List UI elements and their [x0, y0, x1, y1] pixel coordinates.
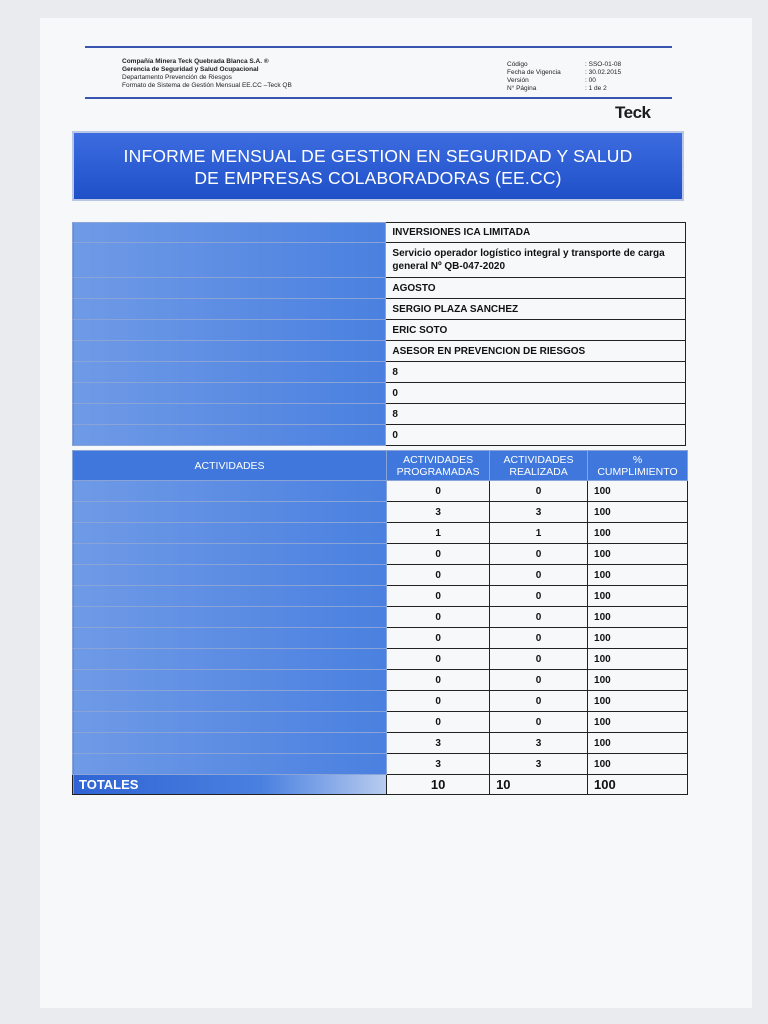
- info-value: ERIC SOTO: [386, 320, 686, 341]
- info-row: [73, 299, 686, 320]
- report-title: [74, 145, 682, 189]
- company-info-table: [72, 222, 686, 446]
- activity-label: [73, 712, 387, 733]
- activity-programadas: 0: [387, 544, 490, 565]
- activity-cumplimiento: 100: [588, 628, 688, 649]
- activity-label: [73, 649, 387, 670]
- activity-programadas: 0: [387, 670, 490, 691]
- activity-cumplimiento: 100: [588, 712, 688, 733]
- activity-programadas: 0: [387, 712, 490, 733]
- activity-cumplimiento: 100: [588, 481, 688, 502]
- activity-row: [73, 607, 688, 628]
- activity-realizada: 0: [490, 649, 588, 670]
- activity-cumplimiento: 100: [588, 502, 688, 523]
- report-title-line-2: DE EMPRESAS COLABORADORAS (EE.CC): [194, 168, 562, 188]
- meta-key: Código: [507, 61, 528, 68]
- meta-key: Fecha de Vigencia: [507, 69, 561, 76]
- document-meta: [507, 61, 621, 93]
- activity-programadas: 0: [387, 565, 490, 586]
- info-value: 8: [386, 362, 686, 383]
- activity-realizada: 3: [490, 502, 588, 523]
- activity-label: [73, 586, 387, 607]
- activity-realizada: 0: [490, 481, 588, 502]
- activity-realizada: 0: [490, 544, 588, 565]
- activity-row: [73, 649, 688, 670]
- info-label: [73, 299, 386, 320]
- activity-row: [73, 628, 688, 649]
- activities-header-row: [73, 451, 688, 481]
- info-row: [73, 243, 686, 278]
- meta-value: : 1 de 2: [585, 85, 607, 92]
- activity-label: [73, 544, 387, 565]
- activity-realizada: 0: [490, 712, 588, 733]
- management-name: Gerencia de Seguridad y Salud Ocupacional: [122, 66, 259, 73]
- info-row: [73, 341, 686, 362]
- totals-label: TOTALES: [73, 775, 387, 795]
- activity-label: [73, 754, 387, 775]
- activity-realizada: 0: [490, 628, 588, 649]
- info-value: INVERSIONES ICA LIMITADA: [386, 223, 686, 243]
- activity-realizada: 3: [490, 733, 588, 754]
- activity-realizada: 0: [490, 607, 588, 628]
- info-value: Servicio operador logístico integral y transporte de carga general Nº QB-047-2020: [386, 243, 686, 278]
- activity-programadas: 3: [387, 733, 490, 754]
- activity-programadas: 0: [387, 691, 490, 712]
- activity-cumplimiento: 100: [588, 649, 688, 670]
- col-header-cumplimiento: % CUMPLIMIENTO: [588, 451, 688, 481]
- col-header-realizada: ACTIVIDADES REALIZADA: [490, 451, 588, 481]
- company-name: Compañía Minera Teck Quebrada Blanca S.A. ®: [122, 58, 269, 65]
- header-rule-bottom: [85, 97, 672, 99]
- activity-realizada: 0: [490, 691, 588, 712]
- info-label: [73, 223, 386, 243]
- activity-label: [73, 481, 387, 502]
- activity-cumplimiento: 100: [588, 565, 688, 586]
- activity-row: [73, 670, 688, 691]
- report-title-banner: [72, 131, 684, 201]
- info-value: 0: [386, 383, 686, 404]
- activity-label: [73, 733, 387, 754]
- activity-cumplimiento: 100: [588, 523, 688, 544]
- activity-cumplimiento: 100: [588, 691, 688, 712]
- activity-label: [73, 523, 387, 544]
- totals-programadas: 10: [387, 775, 490, 795]
- info-label: [73, 404, 386, 425]
- info-value: SERGIO PLAZA SANCHEZ: [386, 299, 686, 320]
- activity-row: [73, 691, 688, 712]
- info-row: [73, 425, 686, 446]
- info-value: ASESOR EN PREVENCION DE RIESGOS: [386, 341, 686, 362]
- department-name: Departamento Prevención de Riesgos: [122, 74, 232, 81]
- activity-programadas: 3: [387, 754, 490, 775]
- info-value: 8: [386, 404, 686, 425]
- header-rule-top: [85, 46, 672, 48]
- activity-programadas: 1: [387, 523, 490, 544]
- activity-row: [73, 754, 688, 775]
- info-value: 0: [386, 425, 686, 446]
- activity-label: [73, 691, 387, 712]
- activities-table: [72, 450, 688, 795]
- info-value: AGOSTO: [386, 278, 686, 299]
- activity-programadas: 0: [387, 586, 490, 607]
- activity-cumplimiento: 100: [588, 544, 688, 565]
- activity-programadas: 0: [387, 481, 490, 502]
- activity-row: [73, 733, 688, 754]
- activity-row: [73, 502, 688, 523]
- activity-realizada: 0: [490, 670, 588, 691]
- activity-cumplimiento: 100: [588, 670, 688, 691]
- info-row: [73, 320, 686, 341]
- col-header-programadas: ACTIVIDADES PROGRAMADAS: [387, 451, 490, 481]
- activity-row: [73, 481, 688, 502]
- company-header: [122, 58, 292, 90]
- meta-value: : SSO-01-08: [585, 61, 622, 68]
- info-row: [73, 383, 686, 404]
- activity-row: [73, 712, 688, 733]
- activity-row: [73, 586, 688, 607]
- activity-label: [73, 565, 387, 586]
- info-label: [73, 425, 386, 446]
- info-label: [73, 243, 386, 278]
- totals-realizada: 10: [490, 775, 588, 795]
- info-label: [73, 278, 386, 299]
- info-label: [73, 320, 386, 341]
- meta-key: Versión: [507, 77, 529, 84]
- info-row: [73, 278, 686, 299]
- info-row: [73, 362, 686, 383]
- activity-programadas: 0: [387, 628, 490, 649]
- activity-row: [73, 523, 688, 544]
- activity-label: [73, 502, 387, 523]
- activity-row: [73, 544, 688, 565]
- totals-cumplimiento: 100: [588, 775, 688, 795]
- activity-realizada: 0: [490, 565, 588, 586]
- meta-key: N° Página: [507, 85, 537, 92]
- activity-cumplimiento: 100: [588, 733, 688, 754]
- activity-programadas: 0: [387, 649, 490, 670]
- info-label: [73, 383, 386, 404]
- activity-label: [73, 670, 387, 691]
- info-row: [73, 223, 686, 243]
- activity-label: [73, 607, 387, 628]
- activity-realizada: 1: [490, 523, 588, 544]
- format-name: Formato de Sistema de Gestión Mensual EE.CC –Teck QB: [122, 82, 292, 89]
- report-title-line-1: INFORME MENSUAL DE GESTION EN SEGURIDAD Y SALUD: [123, 146, 633, 166]
- activity-realizada: 3: [490, 754, 588, 775]
- activity-label: [73, 628, 387, 649]
- totals-row: [73, 775, 688, 795]
- activity-cumplimiento: 100: [588, 607, 688, 628]
- activity-programadas: 3: [387, 502, 490, 523]
- meta-value: : 30.02.2015: [585, 69, 622, 76]
- info-label: [73, 341, 386, 362]
- info-label: [73, 362, 386, 383]
- activity-row: [73, 565, 688, 586]
- info-row: [73, 404, 686, 425]
- activity-cumplimiento: 100: [588, 754, 688, 775]
- col-header-activities: ACTIVIDADES: [73, 451, 387, 481]
- meta-value: : 00: [585, 77, 596, 84]
- activity-realizada: 0: [490, 586, 588, 607]
- teck-logo: Teck: [615, 103, 651, 122]
- activity-cumplimiento: 100: [588, 586, 688, 607]
- activity-programadas: 0: [387, 607, 490, 628]
